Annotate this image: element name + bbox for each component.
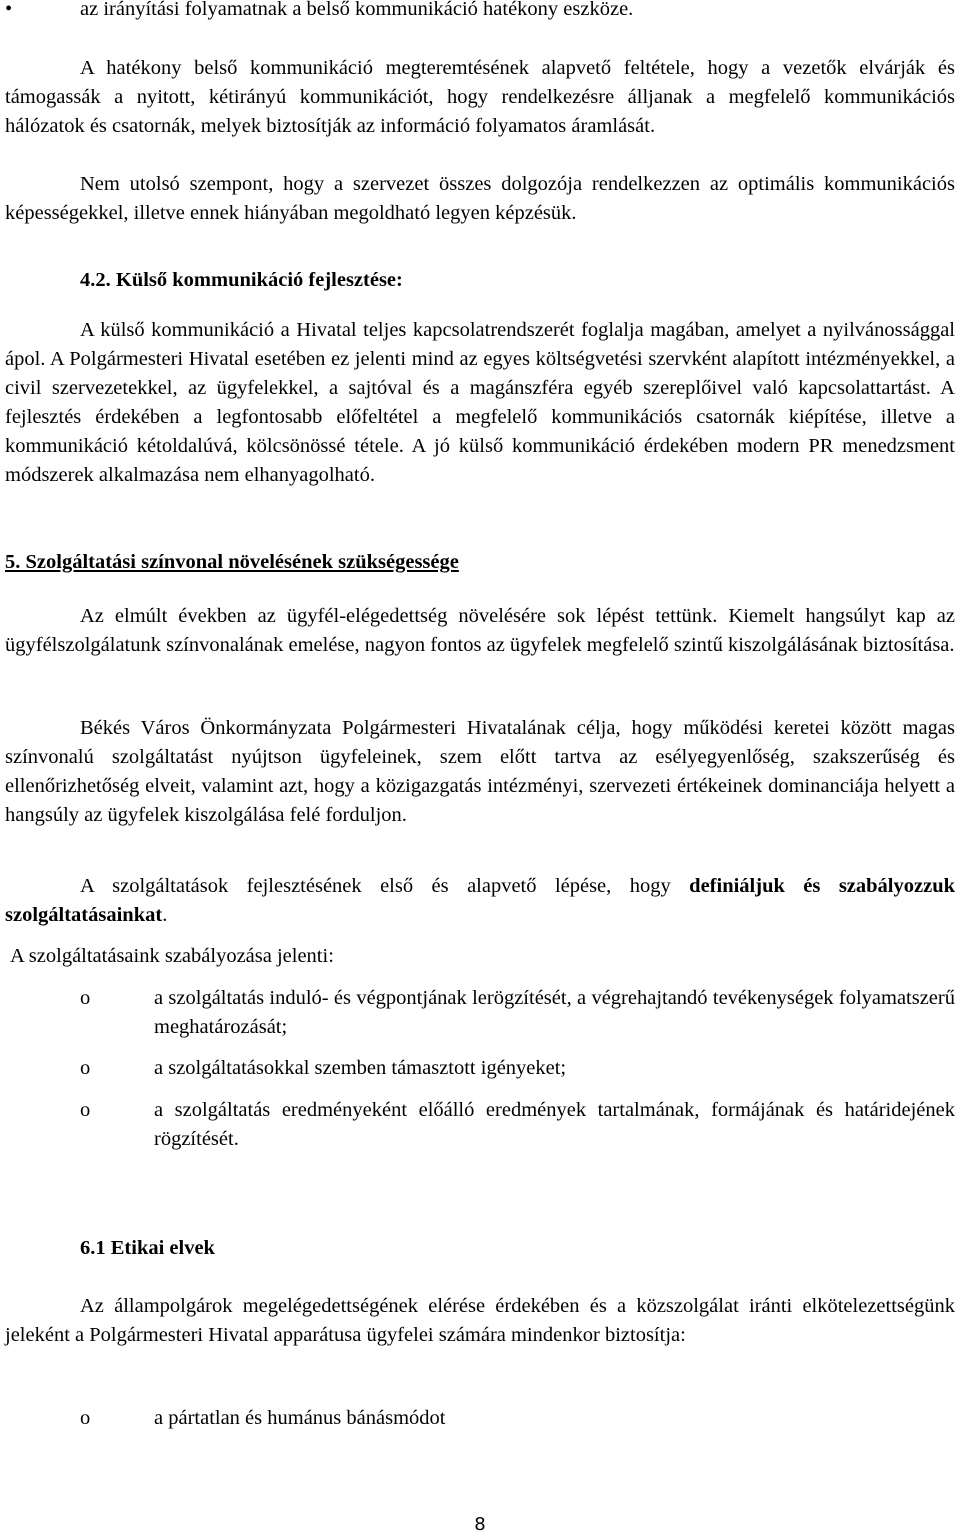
list-marker: o (80, 1057, 91, 1079)
list-item: a szolgáltatás induló- és végpontjának lerögzítését, a végrehajtandó tevékenységek folyamatszerű meghatározását; (154, 987, 955, 1038)
document-page (5, 0, 955, 1537)
bullet-item (5, 0, 955, 24)
bullet-marker: • (5, 0, 13, 20)
section-heading-6-1: 6.1 Etikai elvek (80, 1237, 215, 1259)
service-definition-text: A szolgáltatások fejlesztésének első és alapvető lépése, hogy (80, 875, 690, 897)
list-marker: o (80, 987, 91, 1009)
paragraph-ethical-principles: Az állampolgárok megelégedettségének elérése érdekében és a közszolgálat iránti elkötelezettségünk jeleként a Polgármesteri Hivatal apparátusa ügyfelei számára mindenkor biztosítja: (5, 1295, 955, 1346)
service-definition-end: . (162, 904, 168, 926)
list-marker: o (80, 1099, 91, 1121)
page-number: 8 (474, 1514, 486, 1535)
section-heading-5: 5. Szolgáltatási színvonal növelésének szükségessége (5, 551, 459, 573)
paragraph-office-goal: Békés Város Önkormányzata Polgármesteri Hivatalának célja, hogy működési keretei között magas színvonalú szolgáltatást nyújtson ügyfeleinek, szem előtt tartva az esélyegyenlőség, szakszerűség és ellenőrizhetőség elveit, valamint azt, hogy a közigazgatás intézményi, szervezeti értékeinek dominanciája helyett a hangsúly az ügyfelek kiszolgálása felé forduljon. (5, 717, 955, 826)
list-marker: o (80, 1407, 91, 1429)
list-item: a pártatlan és humánus bánásmódot (154, 1407, 446, 1429)
paragraph-communication-skills: Nem utolsó szempont, hogy a szervezet összes dolgozója rendelkezzen az optimális kommunikációs képességekkel, illetve ennek hiányában megoldható legyen képzésük. (5, 173, 955, 224)
paragraph-customer-satisfaction: Az elmúlt években az ügyfél-elégedettség növelésére sok lépést tettünk. Kiemelt hangsúlyt kap az ügyfélszolgálatunk színvonalának emelése, nagyon fontos az ügyfelek megfelelő szintű kiszolgálásának biztosítása. (5, 605, 955, 656)
section-heading-4-2: 4.2. Külső kommunikáció fejlesztése: (80, 269, 403, 291)
service-definition-bold: definiáljuk és szabályozzuk szolgáltatásainkat (5, 875, 955, 926)
paragraph-external-communication: A külső kommunikáció a Hivatal teljes kapcsolatrendszerét foglalja magában, amelyet a nyilvánossággal ápol. A Polgármesteri Hivatal esetében ez jelenti mind az egyes költségvetési szervként alapított intézményekkel, a civil szervezetekkel, az ügyfelekkel, a sajtóval és a magánszféra egyéb szereplőivel való kapcsolattartást. A fejlesztés érdekében a legfontosabb előfeltétel a megfelelő kommunikációs csatornák kiépítése, illetve a kommunikáció kétoldalúvá, kölcsönössé tétele. A jó külső kommunikáció érdekében modern PR menedzsment módszerek alkalmazása nem elhanyagolható. (5, 319, 955, 486)
list-item: a szolgáltatás eredményeként előálló eredmények tartalmának, formájának és határidejének rögzítését. (154, 1099, 955, 1150)
paragraph-regulation-intro: A szolgáltatásaink szabályozása jelenti: (10, 945, 334, 967)
list-item: a szolgáltatásokkal szemben támasztott igényeket; (154, 1057, 567, 1079)
bullet-text: az irányítási folyamatnak a belső kommunikáció hatékony eszköze. (80, 0, 634, 20)
paragraph-internal-communication: A hatékony belső kommunikáció megteremtésének alapvető feltétele, hogy a vezetők elvárják és támogassák a nyitott, kétirányú kommunikációt, hogy rendelkezésre álljanak a megfelelő kommunikációs hálózatok és csatornák, melyek biztosítják az információ folyamatos áramlását. (5, 57, 955, 137)
paragraph-service-definition (5, 872, 955, 930)
